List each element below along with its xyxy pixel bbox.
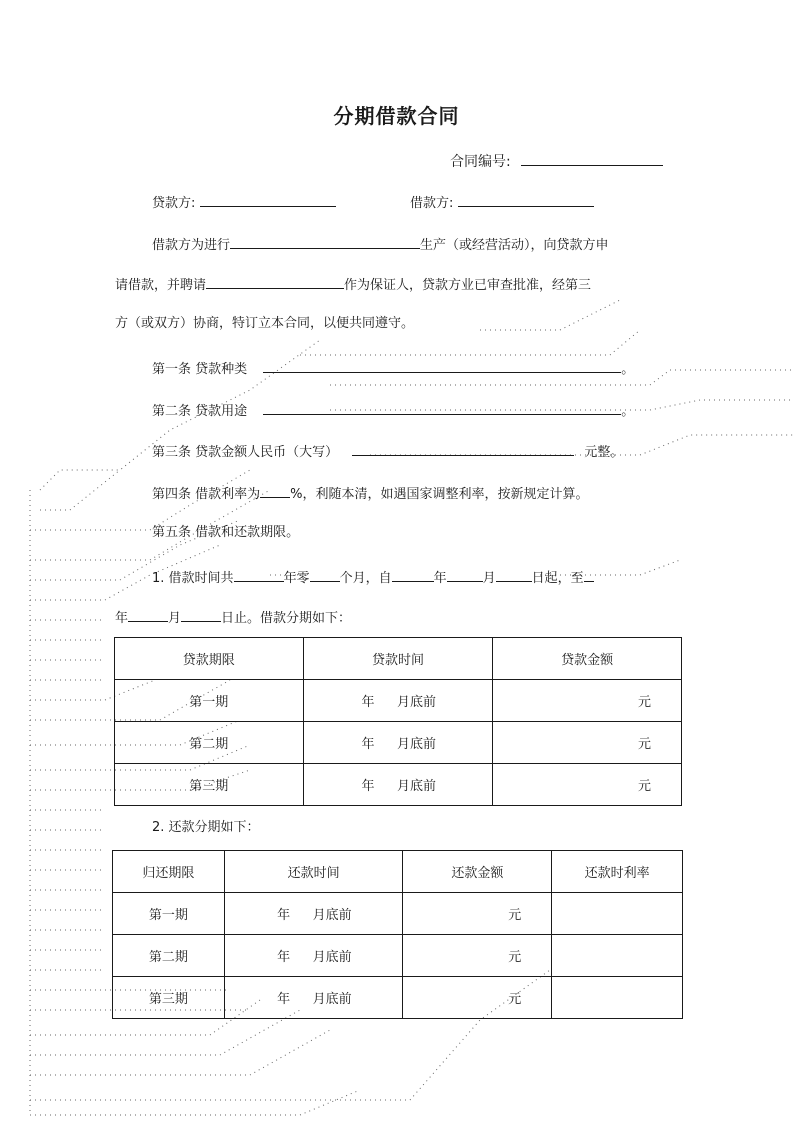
loan-amount-cell[interactable] bbox=[493, 764, 682, 806]
header-repay-time: 还款时间 bbox=[224, 851, 403, 893]
article-1-label: 第一条 贷款种类 bbox=[152, 362, 248, 377]
end-month-field[interactable] bbox=[128, 606, 168, 622]
yuan-label: 元 bbox=[637, 779, 651, 794]
month-end-label: 月底前 bbox=[312, 908, 352, 923]
paragraph-line-3: 方（或双方）协商，特订立本合同，以便共同遵守。 bbox=[115, 316, 415, 331]
item-1b-text-a: 年 bbox=[115, 611, 129, 626]
repay-period-cell: 第二期 bbox=[113, 935, 225, 977]
repay-rate-cell[interactable] bbox=[552, 935, 683, 977]
loan-purpose-field[interactable] bbox=[263, 399, 621, 415]
borrower-label: 借款方: bbox=[410, 196, 454, 211]
repay-time-cell[interactable] bbox=[224, 893, 403, 935]
loan-schedule-table bbox=[114, 637, 682, 806]
item-1-line-b bbox=[115, 606, 351, 629]
item-1-text-d: 年 bbox=[433, 571, 447, 586]
loan-type-field[interactable] bbox=[263, 357, 621, 373]
year-label: 年 bbox=[361, 695, 375, 710]
loan-period-cell: 第三期 bbox=[115, 764, 304, 806]
para1-text-a: 借款方为进行 bbox=[152, 238, 231, 253]
repay-rate-cell[interactable] bbox=[552, 977, 683, 1019]
paragraph-line-2 bbox=[115, 273, 591, 296]
article-4-text-b: %，利随本清，如遇国家调整利率，按新规定计算。 bbox=[290, 487, 589, 502]
header-loan-time: 贷款时间 bbox=[303, 638, 493, 680]
month-end-label: 月底前 bbox=[396, 695, 436, 710]
item-2: 2. 还款分期如下： bbox=[152, 820, 260, 835]
borrower-row bbox=[410, 191, 594, 214]
table-row bbox=[113, 893, 683, 935]
article-3-label: 第三条 贷款金额人民币（大写） bbox=[152, 445, 339, 460]
repay-time-cell[interactable] bbox=[224, 977, 403, 1019]
month-end-label: 月底前 bbox=[396, 737, 436, 752]
paragraph-line-1 bbox=[152, 233, 609, 256]
loan-period-cell: 第二期 bbox=[115, 722, 304, 764]
end-day-field[interactable] bbox=[181, 606, 221, 622]
item-1-text-f: 日起，至 bbox=[531, 571, 584, 586]
contract-number-label: 合同编号: bbox=[450, 154, 511, 170]
loan-amount-cell[interactable] bbox=[493, 680, 682, 722]
term-years-field[interactable] bbox=[234, 566, 284, 582]
item-1-line-a bbox=[152, 566, 594, 589]
start-day-field[interactable] bbox=[496, 566, 532, 582]
article-4 bbox=[152, 482, 589, 505]
repayment-schedule-table bbox=[112, 850, 683, 1019]
year-label: 年 bbox=[277, 992, 291, 1007]
header-repay-period: 归还期限 bbox=[113, 851, 225, 893]
table-row bbox=[115, 680, 682, 722]
item-1-text-c: 个月，自 bbox=[339, 571, 392, 586]
header-loan-amount: 贷款金额 bbox=[493, 638, 682, 680]
article-5: 第五条 借款和还款期限。 bbox=[152, 525, 300, 540]
year-label: 年 bbox=[361, 779, 375, 794]
yuan-label: 元 bbox=[508, 992, 522, 1007]
repay-amount-cell[interactable] bbox=[403, 935, 552, 977]
lender-field[interactable] bbox=[200, 191, 336, 207]
repay-period-cell: 第三期 bbox=[113, 977, 225, 1019]
table-row bbox=[115, 764, 682, 806]
yuan-label: 元 bbox=[637, 737, 651, 752]
yuan-label: 元 bbox=[508, 950, 522, 965]
article-4-text-a: 第四条 借款利率为 bbox=[152, 487, 261, 502]
lender-row bbox=[152, 191, 336, 214]
item-1-text-b: 年零 bbox=[283, 571, 310, 586]
loan-time-cell[interactable] bbox=[303, 722, 493, 764]
header-repay-amount: 还款金额 bbox=[403, 851, 552, 893]
interest-rate-field[interactable] bbox=[260, 482, 290, 498]
article-3 bbox=[152, 440, 623, 463]
month-end-label: 月底前 bbox=[312, 992, 352, 1007]
month-end-label: 月底前 bbox=[396, 779, 436, 794]
contract-number-row bbox=[450, 150, 663, 172]
production-field[interactable] bbox=[230, 233, 420, 249]
item-1-text-e: 月 bbox=[482, 571, 496, 586]
loan-time-cell[interactable] bbox=[303, 680, 493, 722]
article-1 bbox=[152, 357, 634, 380]
item-1-text-a: 1. 借款时间共 bbox=[152, 571, 234, 586]
article-2-end: 。 bbox=[621, 404, 635, 419]
page-title: 分期借款合同 bbox=[333, 104, 460, 128]
guarantor-field[interactable] bbox=[206, 273, 344, 289]
loan-period-cell: 第一期 bbox=[115, 680, 304, 722]
repay-amount-cell[interactable] bbox=[403, 893, 552, 935]
month-end-label: 月底前 bbox=[312, 950, 352, 965]
para2-text-b: 作为保证人，贷款方业已审查批准，经第三 bbox=[344, 278, 592, 293]
article-2-label: 第二条 贷款用途 bbox=[152, 404, 248, 419]
article-1-end: 。 bbox=[621, 362, 635, 377]
end-year-field-a[interactable] bbox=[584, 566, 594, 582]
loan-time-cell[interactable] bbox=[303, 764, 493, 806]
item-1b-text-c: 日止。借款分期如下： bbox=[221, 611, 352, 626]
year-label: 年 bbox=[361, 737, 375, 752]
table-header-row bbox=[115, 638, 682, 680]
repay-rate-cell[interactable] bbox=[552, 893, 683, 935]
loan-amount-field[interactable] bbox=[352, 440, 574, 456]
para1-text-b: 生产（或经营活动），向贷款方申 bbox=[420, 238, 609, 253]
start-month-field[interactable] bbox=[447, 566, 483, 582]
year-label: 年 bbox=[277, 908, 291, 923]
header-repay-rate: 还款时利率 bbox=[552, 851, 683, 893]
repay-time-cell[interactable] bbox=[224, 935, 403, 977]
year-label: 年 bbox=[277, 950, 291, 965]
item-1b-text-b: 月 bbox=[168, 611, 182, 626]
para2-text-a: 请借款，并聘请 bbox=[115, 278, 207, 293]
table-row bbox=[113, 935, 683, 977]
repay-period-cell: 第一期 bbox=[113, 893, 225, 935]
lender-label: 贷款方: bbox=[152, 196, 196, 211]
header-loan-period: 贷款期限 bbox=[115, 638, 304, 680]
article-3-end: 元整。 bbox=[584, 445, 624, 460]
article-2 bbox=[152, 399, 634, 422]
repay-amount-cell[interactable] bbox=[403, 977, 552, 1019]
borrower-field[interactable] bbox=[458, 191, 594, 207]
start-year-field[interactable] bbox=[392, 566, 434, 582]
table-row bbox=[115, 722, 682, 764]
table-row bbox=[113, 977, 683, 1019]
term-months-field[interactable] bbox=[310, 566, 340, 582]
yuan-label: 元 bbox=[637, 695, 651, 710]
contract-number-field[interactable] bbox=[521, 150, 663, 166]
loan-amount-cell[interactable] bbox=[493, 722, 682, 764]
table-header-row bbox=[113, 851, 683, 893]
yuan-label: 元 bbox=[508, 908, 522, 923]
